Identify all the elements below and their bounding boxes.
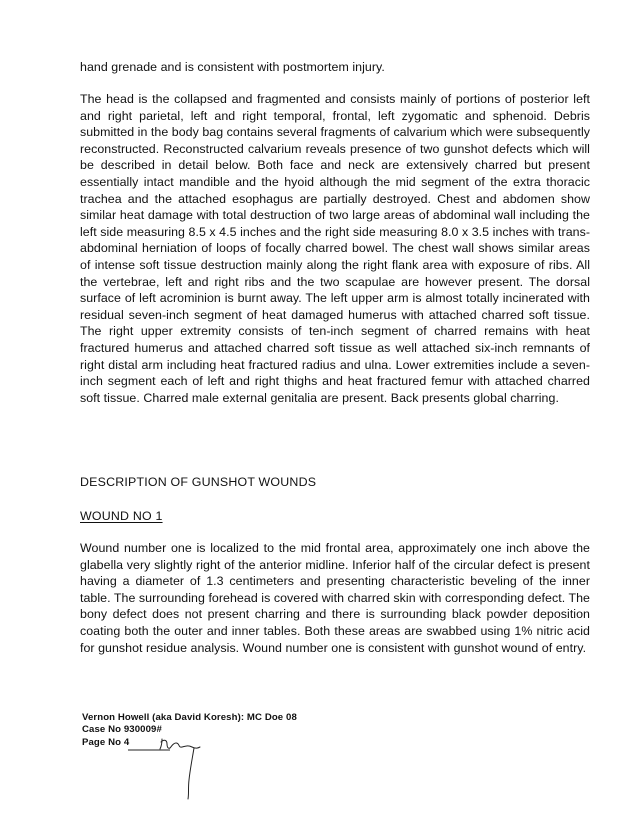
- footer-case-number: Case No 930009#: [82, 724, 162, 736]
- footer-subject: Vernon Howell (aka David Koresh): MC Doe 08: [82, 712, 297, 723]
- intro-line: hand grenade and is consistent with postmortem injury.: [80, 60, 385, 74]
- section-heading: DESCRIPTION OF GUNSHOT WOUNDS: [80, 475, 317, 489]
- wound-paragraph: Wound number one is localized to the mid frontal area, approximately one inch above the glabella very slightly right of the anterior midline. Inferior half of the circular defect is present having a diameter of 1.3 centimeters and presenting characteristic beveling of the inner table. The surrounding forehead is covered with charred skin with corresponding defect. The bony defect does not present charring and there is surrounding black powder deposition coating both the outer and inner tables. Both these areas are swabbed using 1% nitric acid for gunshot residue analysis. Wound number one is consistent with gunshot wound of entry.: [80, 541, 590, 655]
- subsection-heading: WOUND NO 1: [80, 509, 163, 523]
- head-body-paragraph: The head is the collapsed and fragmented and consists mainly of portions of posterior left and right parietal, left and right temporal, frontal, left zygomatic and sphenoid. Debris submitted in the body bag contains several fragments of calvarium which were subsequently reconstructed. Reconstructed calvarium reveals presence of two gunshot defects which will be described in detail below. Both face and neck are extensively charred but present essentially intact mandible and the hyoid although the mid segment of the extra thoracic trachea and the attached esophagus are partially destroyed. Chest and abdomen show similar heat damage with total destruction of two large areas of abdominal wall including the left side measuring 8.5 x 4.5 inches and the right side measuring 8.0 x 3.5 inches with trans-abdominal herniation of loops of focally charred bowel. The chest wall shows similar areas of intense soft tissue destruction mainly along the right flank area with exposure of ribs. All the vertebrae, left and right ribs and the two scapulae are however present. The dorsal surface of left acrominion is burnt away. The left upper arm is almost totally incinerated with residual seven-inch segment of heat damaged humerus with attached charred soft tissue. The right upper extremity consists of ten-inch segment of charred remains with heat fractured humerus and attached charred soft tissue as well attached six-inch remnants of right distal arm including heat fractured radius and ulna. Lower extremities include a seven-inch segment each of left and right thighs and heat fractured femur with attached charred soft tissue. Charred male external genitalia are present. Back presents global charring.: [80, 92, 590, 405]
- footer-page-number: Page No 4: [82, 736, 130, 748]
- handwritten-initials-signature: [128, 736, 208, 800]
